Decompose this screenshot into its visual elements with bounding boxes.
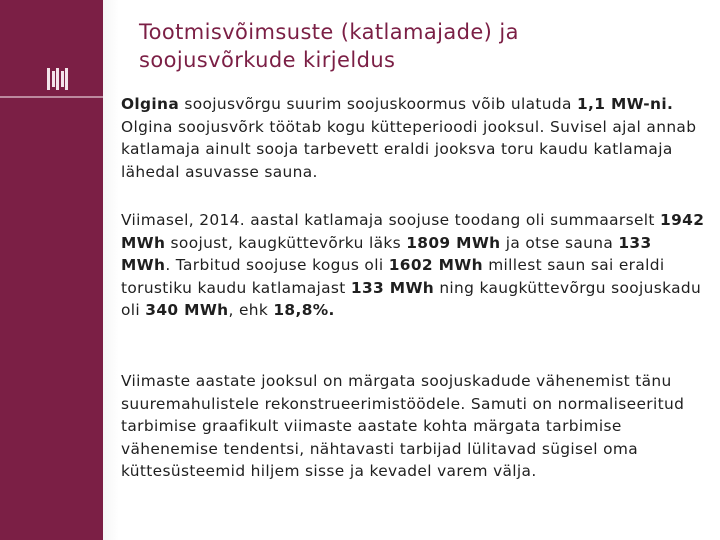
bold-text: 133 MWh [350,278,435,297]
text: soojusvõrgu suurim soojuskoormus võib ulatuda [179,95,577,113]
bold-text: 133 MWh [121,233,652,274]
bold-text: 340 MWh [145,301,229,319]
text: . Tarbitud soojuse kogus oli [165,256,389,274]
text: ning kaugküttevõrgu soojuskadu oli [121,278,702,319]
bold-text: 1602 MWh [388,256,483,274]
sidebar [0,0,103,540]
bold-text: 1809 MWh [406,233,501,252]
bold-text: 18,8%. [273,301,335,319]
paragraph-olgina-network [121,93,706,183]
bold-text: 1,1 MW-ni. [576,95,674,113]
paragraph-heat-loss-trend [121,370,706,483]
text: soojust, kaugküttevõrku läks [165,233,407,252]
text: millest saun sai eraldi torustiku kaudu katlamajast [121,256,665,297]
text: Viimasel, 2014. aastal katlamaja soojuse toodang oli summaarselt [121,211,661,229]
text: Olgina soojusvõrk töötab kogu kütteperioodi jooksul. Suvisel ajal annab katlamaja ainult sooja tarbevett eraldi jooksva toru kaudu katlamaja lähedal asuvasse sauna. [121,117,697,181]
title-line-1: Tootmisvõimsuste (katlamajade) ja [139,20,519,44]
text: , ehk [228,301,274,319]
bold-text: 1942 MWh [121,211,705,252]
slide-title [139,18,699,74]
title-line-2: soojusvõrkude kirjeldus [139,48,396,72]
text: ja otse sauna [500,233,619,252]
sidebar-divider [0,96,103,98]
paragraph-2014-production [121,209,706,322]
slide-content [103,0,720,540]
text: Viimaste aastate jooksul on märgata soojuskadude vähenemist tänu suuremahulistele rekonstrueerimistöödele. Samuti on normaliseeritud tarbimise graafikult viimaste aastate kohta märgata tarbimise vähenemise tendentsi, nähtavasti tarbijad lülitavad sügisel oma küttesüsteemid hiljem sisse ja kevadel varem välja. [121,372,685,480]
bold-text: Olgina [121,95,180,113]
logo-icon [47,68,69,90]
